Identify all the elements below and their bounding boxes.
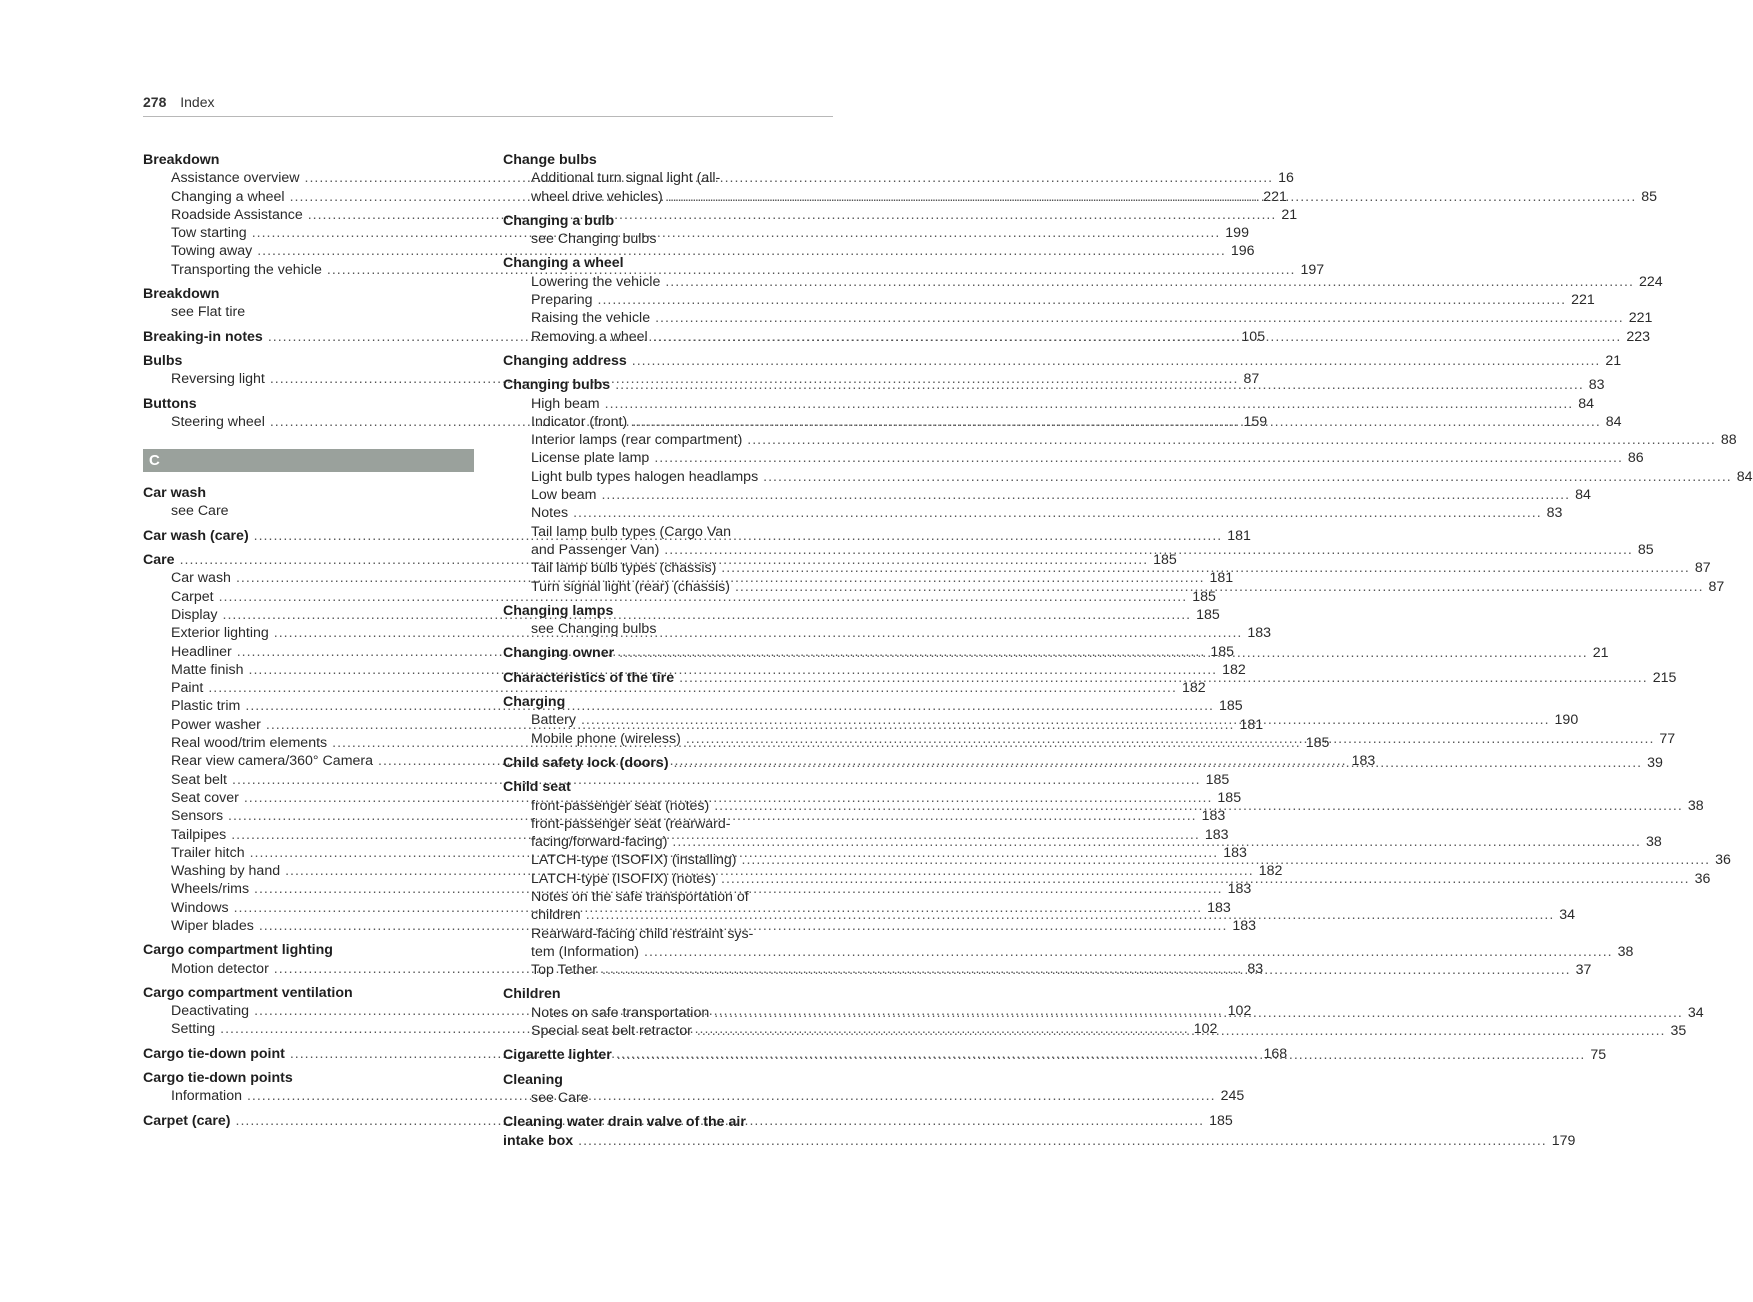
index-entry-heading <box>143 484 474 502</box>
page-reference: 84 <box>1578 395 1594 412</box>
dot-leader <box>573 504 1542 522</box>
dot-leader <box>598 291 1567 309</box>
index-subentry <box>503 309 1653 327</box>
page-reference: 185 <box>1217 789 1242 806</box>
index-subentry <box>503 395 1594 413</box>
subentry-text: Setting <box>171 1021 216 1038</box>
page-reference: 21 <box>1592 645 1609 662</box>
subentry-text: Information <box>171 1088 242 1105</box>
subentry-text: Tailpipes <box>171 826 227 843</box>
subentry-text: Notes on safe transportation <box>531 1004 710 1021</box>
dot-leader <box>668 188 1637 206</box>
subentry-text: Notes on the safe transportation of <box>531 888 749 905</box>
subentry-text: Washing by hand <box>171 863 281 880</box>
entry-title: Cleaning water drain valve of the air <box>503 1114 746 1131</box>
page-reference: 87 <box>1708 578 1725 595</box>
entry-title: Cargo compartment lighting <box>143 942 333 959</box>
index-subentry <box>503 468 1753 486</box>
subentry-text: see Changing bulbs <box>531 231 657 248</box>
entry-title: Bulbs <box>143 352 183 369</box>
index-subentry <box>503 815 834 833</box>
page-reference: 185 <box>1153 552 1177 569</box>
index-entry-heading <box>503 151 834 169</box>
page-reference: 181 <box>1239 716 1264 733</box>
entry-title: Cargo tie-down points <box>143 1070 293 1087</box>
page-reference: 190 <box>1554 712 1579 729</box>
entry-title: Changing a wheel <box>503 255 624 272</box>
entry-title: Breakdown <box>143 286 220 303</box>
dot-leader <box>601 486 1570 504</box>
subentry-text: Display <box>171 606 218 623</box>
subentry-text: Carpet <box>171 588 214 605</box>
entry-title: Cargo compartment ventilation <box>143 984 353 1001</box>
subentry-text: Preparing <box>531 292 593 309</box>
subentry-text: LATCH-type (ISOFIX) (notes) <box>531 870 716 887</box>
dot-leader <box>714 1004 1683 1022</box>
index-entry-heading <box>503 1113 834 1131</box>
subentry-text: Windows <box>171 899 229 916</box>
index-entry <box>503 602 834 639</box>
index-subentry <box>503 1089 834 1107</box>
subentry-text: Seat cover <box>171 789 239 806</box>
page-reference: 199 <box>1225 225 1249 242</box>
subentry-text: Sensors <box>171 808 224 825</box>
index-subentry <box>503 523 834 541</box>
dot-leader <box>735 578 1704 596</box>
subentry-text: Motion detector <box>171 960 269 977</box>
page-reference: 102 <box>1227 1003 1252 1020</box>
page-reference: 105 <box>1241 328 1266 345</box>
index-entry-heading <box>503 212 834 230</box>
index-subentry <box>503 449 1644 467</box>
subentry-text: see Changing bulbs <box>531 621 657 638</box>
entry-title: Breaking-in notes <box>143 328 263 345</box>
subentry-text: Tail lamp bulb types (Cargo Van <box>531 523 732 540</box>
page-reference: 196 <box>1230 243 1255 260</box>
subentry-text: Deactivating <box>171 1003 250 1020</box>
page-reference: 185 <box>1192 588 1216 605</box>
entry-title: Change bulbs <box>503 152 597 168</box>
index-subentry <box>143 502 474 520</box>
page-reference: 87 <box>1694 560 1711 577</box>
entry-title: Changing owner <box>503 645 615 662</box>
subentry-text: see Care <box>171 503 229 520</box>
dot-leader <box>615 376 1584 394</box>
page-reference: 183 <box>1223 844 1247 861</box>
page-reference: 183 <box>1351 753 1376 770</box>
index-subentry <box>143 242 1255 260</box>
subentry-text: wheel drive vehicles) <box>531 188 663 205</box>
dot-leader <box>763 468 1732 486</box>
subentry-text: Removing a wheel <box>531 328 648 345</box>
subentry-text: Low beam <box>531 487 597 504</box>
index-letter-divider: C <box>143 449 474 472</box>
index-entry <box>503 1071 834 1108</box>
page-reference: 85 <box>1637 541 1654 558</box>
dot-leader <box>653 328 1622 346</box>
index-entry <box>143 484 474 521</box>
page-header <box>143 94 833 117</box>
dot-leader <box>605 395 1574 413</box>
subentry-text: Mobile phone (wireless) <box>531 730 681 747</box>
page-reference: 84 <box>1605 413 1622 430</box>
dot-leader <box>602 961 1571 979</box>
index-entry-heading <box>503 693 834 711</box>
page-reference: 197 <box>1300 261 1325 278</box>
subentry-text: Paint <box>171 680 204 697</box>
dot-leader <box>586 906 1555 924</box>
index-entry-heading <box>143 151 474 169</box>
dot-leader <box>679 669 1648 687</box>
entry-title: Cigarette lighter <box>503 1047 612 1064</box>
subentry-text: High beam <box>531 395 600 412</box>
index-entry-heading <box>143 352 474 370</box>
page-reference: 185 <box>1210 643 1234 660</box>
page-reference: 36 <box>1715 852 1731 869</box>
entry-title: Characteristics of the tire <box>503 669 675 686</box>
subentry-text: Seat belt <box>171 771 228 788</box>
index-subentry <box>503 431 1737 449</box>
index-entry-heading <box>503 602 834 620</box>
subentry-text: Transporting the vehicle <box>171 261 322 278</box>
subentry-text: Additional turn signal light (all- <box>531 170 721 187</box>
entry-title: Changing address <box>503 352 627 369</box>
dot-leader <box>742 851 1711 869</box>
dot-leader <box>665 273 1634 291</box>
page-reference: 84 <box>1736 468 1753 485</box>
subentry-text: LATCH-type (ISOFIX) (installing) <box>531 852 737 869</box>
index-subentry <box>503 504 1563 522</box>
subentry-text: Steering wheel <box>171 413 265 430</box>
index-entry-heading <box>503 1071 834 1089</box>
page-reference: 182 <box>1181 680 1206 697</box>
page-reference: 21 <box>1281 206 1298 223</box>
entry-title: intake box <box>503 1132 574 1149</box>
subentry-text: License plate lamp <box>531 450 650 467</box>
entry-title: Cargo tie-down point <box>143 1045 285 1062</box>
subentry-text: Interior lamps (rear compartment) <box>531 432 743 449</box>
subentry-text: front-passenger seat (rearward- <box>531 815 731 832</box>
entry-title: Child seat <box>503 779 571 796</box>
index-entry-heading <box>143 941 474 959</box>
page-reference: 159 <box>1243 413 1268 430</box>
page-reference: 21 <box>1605 352 1622 369</box>
subentry-text: see Flat tire <box>171 304 246 321</box>
index-entry <box>503 212 834 249</box>
page-reference: 77 <box>1659 730 1676 747</box>
page-reference: 85 <box>1641 188 1658 205</box>
index-entry-heading <box>503 985 834 1003</box>
index-subentry <box>143 679 1206 697</box>
dot-leader <box>644 943 1613 961</box>
page-reference: 223 <box>1626 328 1650 345</box>
page-reference: 183 <box>1207 899 1231 916</box>
entry-title: Carpet (care) <box>143 1112 231 1129</box>
page-reference: 245 <box>1220 1088 1245 1105</box>
entry-title: Charging <box>503 694 566 711</box>
entry-title: Children <box>503 986 561 1003</box>
subentry-text: Assistance overview <box>171 170 300 187</box>
subentry-text: Wiper blades <box>171 917 254 934</box>
dot-leader <box>674 754 1643 772</box>
page-reference: 34 <box>1559 907 1576 924</box>
subentry-text: Power washer <box>171 716 261 733</box>
page-reference: 37 <box>1575 962 1592 979</box>
page-reference: 182 <box>1222 661 1246 678</box>
page-reference: 183 <box>1227 881 1252 898</box>
index-subentry <box>503 169 834 187</box>
index-entry-heading <box>503 1132 1576 1150</box>
page-reference: 221 <box>1571 292 1595 309</box>
subentry-text: see Care <box>531 1089 589 1106</box>
page-reference: 35 <box>1670 1023 1687 1040</box>
page-reference: 83 <box>1546 505 1563 522</box>
dot-leader <box>747 431 1716 449</box>
page-reference: 183 <box>1201 808 1226 825</box>
index-entry <box>143 285 474 322</box>
dot-leader <box>617 1046 1586 1064</box>
subentry-text: front-passenger seat (notes) <box>531 797 710 814</box>
subentry-text: Headliner <box>171 643 232 660</box>
page-reference: 34 <box>1687 1004 1704 1021</box>
page-reference: 183 <box>1204 826 1229 843</box>
index-entry-heading <box>503 352 1622 370</box>
dot-leader <box>721 559 1690 577</box>
subentry-text: Exterior lighting <box>171 625 269 642</box>
subentry-text: Changing a wheel <box>171 188 285 205</box>
page-reference: 221 <box>1628 310 1653 327</box>
entry-title: Child safety lock (doors) <box>503 754 669 771</box>
dot-leader <box>619 644 1588 662</box>
dot-leader <box>686 730 1655 748</box>
entry-title: Breakdown <box>143 152 220 168</box>
index-entry <box>503 352 1622 370</box>
page-reference: 84 <box>1575 487 1591 504</box>
index-entry-heading <box>143 285 474 303</box>
page-reference: 36 <box>1694 870 1711 887</box>
dot-leader <box>721 870 1690 888</box>
subentry-text: children <box>531 907 581 924</box>
page-reference: 83 <box>1247 960 1264 977</box>
page-number: 278 <box>143 94 167 110</box>
entry-title: Cleaning <box>503 1071 563 1088</box>
index-subentry <box>503 486 1591 504</box>
subentry-text: Tail lamp bulb types (chassis) <box>531 560 717 577</box>
section-title: Index <box>180 94 215 110</box>
dot-leader <box>632 352 1601 370</box>
page-reference: 185 <box>1209 1112 1233 1129</box>
dot-leader <box>655 309 1624 327</box>
dot-leader <box>697 1022 1666 1040</box>
entry-title: Changing lamps <box>503 602 614 619</box>
page-reference: 86 <box>1627 450 1644 467</box>
dot-leader <box>578 1132 1547 1150</box>
subentry-text: Trailer hitch <box>171 844 245 861</box>
index-subentry <box>143 303 474 321</box>
entry-title: Car wash (care) <box>143 527 249 544</box>
dot-leader <box>664 541 1633 559</box>
subentry-text: facing/forward-facing) <box>531 834 668 851</box>
subentry-text: Rearward-facing child restraint sys- <box>531 925 754 942</box>
subentry-text: Battery <box>531 712 576 729</box>
page-reference: 102 <box>1193 1021 1218 1038</box>
subentry-text: Car wash <box>171 570 231 587</box>
index-subentry <box>503 620 834 638</box>
page-reference: 181 <box>1209 570 1234 587</box>
page-reference: 38 <box>1687 797 1704 814</box>
page-reference: 224 <box>1638 273 1663 290</box>
page-reference: 88 <box>1720 432 1737 449</box>
page-reference: 215 <box>1652 669 1677 686</box>
index-subentry <box>503 943 1634 961</box>
subentry-text: Towing away <box>171 243 253 260</box>
entry-title: Changing bulbs <box>503 377 611 394</box>
page-reference: 75 <box>1590 1047 1607 1064</box>
subentry-text: Plastic trim <box>171 698 241 715</box>
entry-title: Buttons <box>143 395 197 412</box>
index-subentry <box>143 588 1216 606</box>
subentry-text: Top Tether <box>531 962 597 979</box>
dot-leader <box>632 413 1601 431</box>
subentry-text: Matte finish <box>171 661 244 678</box>
page-reference: 181 <box>1227 527 1251 544</box>
index-subentry <box>503 925 834 943</box>
index-subentry <box>503 888 834 906</box>
page-reference: 185 <box>1305 735 1330 752</box>
subentry-text: Raising the vehicle <box>531 310 651 327</box>
index-entry-heading <box>143 1069 474 1087</box>
subentry-text: Special seat belt retractor <box>531 1023 692 1040</box>
subentry-text: Reversing light <box>171 371 265 388</box>
subentry-text: Tow starting <box>171 225 247 242</box>
subentry-text: Notes <box>531 505 569 522</box>
dot-leader <box>714 797 1683 815</box>
page-reference: 38 <box>1646 834 1662 851</box>
subentry-text: Light bulb types halogen headlamps <box>531 468 759 485</box>
page-reference: 185 <box>1218 698 1243 715</box>
index-subentry <box>503 541 1654 559</box>
entry-title: Care <box>143 552 175 569</box>
dot-leader <box>654 449 1623 467</box>
index-subentry <box>503 273 1663 291</box>
subentry-text: Turn signal light (rear) (chassis) <box>531 578 730 595</box>
index-entry-heading <box>503 778 834 796</box>
entry-title: Car wash <box>143 485 207 502</box>
page-reference: 16 <box>1278 170 1294 187</box>
page-reference: 185 <box>1205 771 1230 788</box>
page-reference: 38 <box>1617 943 1634 960</box>
subentry-text: Rear view camera/360° Camera <box>171 753 374 770</box>
page-reference: 179 <box>1551 1132 1576 1149</box>
page-reference: 87 <box>1243 371 1260 388</box>
subentry-text: Lowering the vehicle <box>531 273 661 290</box>
page-reference: 168 <box>1263 1045 1288 1062</box>
index-subentry <box>503 291 1595 309</box>
dot-leader <box>581 711 1550 729</box>
page-reference: 83 <box>1588 377 1605 394</box>
page-reference: 183 <box>1247 625 1272 642</box>
page-reference: 182 <box>1258 863 1283 880</box>
subentry-text: tem (Information) <box>531 943 640 960</box>
index-entry-heading <box>143 395 474 413</box>
dot-leader <box>672 833 1641 851</box>
subentry-text: Wheels/rims <box>171 881 250 898</box>
subentry-text: and Passenger Van) <box>531 541 660 558</box>
page-reference: 183 <box>1232 917 1257 934</box>
subentry-text: Roadside Assistance <box>171 206 303 223</box>
entry-title: Changing a bulb <box>503 212 615 229</box>
subentry-text: Indicator (front) <box>531 413 628 430</box>
page-reference: 221 <box>1263 188 1287 205</box>
page-reference: 39 <box>1647 754 1663 771</box>
index-subentry <box>503 230 834 248</box>
subentry-text: Real wood/trim elements <box>171 735 328 752</box>
index-entry-heading <box>503 254 834 272</box>
index-entry-heading <box>143 984 474 1002</box>
page-reference: 185 <box>1196 606 1220 623</box>
